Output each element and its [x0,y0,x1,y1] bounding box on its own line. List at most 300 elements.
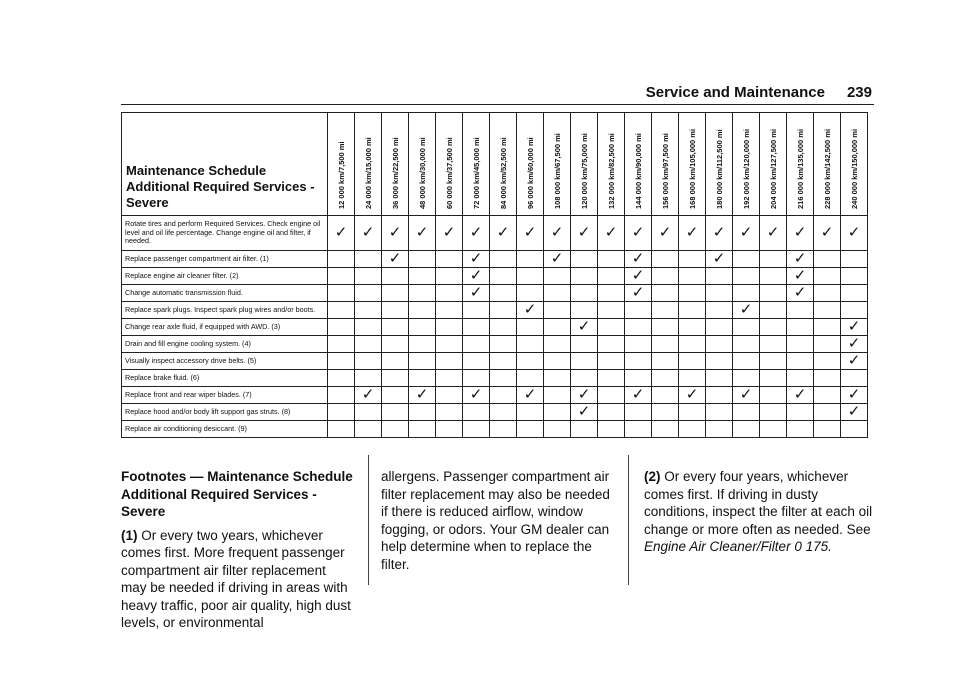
empty-cell [787,336,814,353]
empty-cell [760,251,787,268]
interval-header [679,113,706,216]
empty-cell [598,268,625,285]
check-mark: ✓ [679,387,706,404]
check-mark: ✓ [571,216,598,251]
interval-header [706,113,733,216]
interval-label: 36 000 km/22,500 mi [391,137,400,209]
empty-cell [517,370,544,387]
empty-cell [517,421,544,438]
empty-cell [328,319,355,336]
empty-cell [517,285,544,302]
interval-header [625,113,652,216]
empty-cell [814,251,841,268]
empty-cell [436,370,463,387]
empty-cell [652,302,679,319]
interval-label: 96 000 km/60,000 mi [526,137,535,209]
check-mark: ✓ [463,268,490,285]
empty-cell [571,421,598,438]
check-mark: ✓ [517,387,544,404]
interval-label: 180 000 km/112,500 mi [715,129,724,209]
check-mark: ✓ [625,216,652,251]
empty-cell [625,336,652,353]
check-mark: ✓ [409,216,436,251]
empty-cell [733,404,760,421]
empty-cell [625,370,652,387]
check-mark: ✓ [517,216,544,251]
empty-cell [733,268,760,285]
page-reference[interactable]: 0 175. [794,539,832,554]
check-mark: ✓ [382,216,409,251]
interval-header [382,113,409,216]
empty-cell [652,370,679,387]
empty-cell [706,421,733,438]
empty-cell [490,387,517,404]
page-number: 239 [846,84,872,101]
empty-cell [706,404,733,421]
empty-cell [733,421,760,438]
check-mark: ✓ [544,251,571,268]
check-mark: ✓ [841,336,868,353]
empty-cell [706,319,733,336]
check-mark: ✓ [787,285,814,302]
empty-cell [490,336,517,353]
empty-cell [733,370,760,387]
table-row [122,353,868,370]
empty-cell [409,319,436,336]
empty-cell [463,404,490,421]
check-mark: ✓ [382,251,409,268]
check-mark: ✓ [706,216,733,251]
interval-label: 204 000 km/127,500 mi [769,128,778,209]
empty-cell [679,370,706,387]
check-mark: ✓ [841,387,868,404]
empty-cell [598,285,625,302]
empty-cell [598,353,625,370]
empty-cell [409,302,436,319]
interval-label: 240 000 km/150,000 mi [850,128,859,209]
footnote-number: (1) [121,527,138,543]
empty-cell [544,387,571,404]
empty-cell [733,353,760,370]
empty-cell [706,336,733,353]
empty-cell [409,404,436,421]
check-mark: ✓ [679,216,706,251]
check-mark: ✓ [463,285,490,302]
empty-cell [598,421,625,438]
empty-cell [571,353,598,370]
interval-label: 120 000 km/75,000 mi [580,133,589,209]
interval-label: 156 000 km/97,500 mi [661,133,670,209]
check-mark: ✓ [787,268,814,285]
empty-cell [463,319,490,336]
interval-label: 168 000 km/105,000 mi [688,128,697,209]
interval-label: 24 000 km/15,000 mi [364,137,373,209]
check-mark: ✓ [355,387,382,404]
empty-cell [733,336,760,353]
empty-cell [814,353,841,370]
empty-cell [490,353,517,370]
empty-cell [355,336,382,353]
service-description: Visually inspect accessory drive belts. (5) [122,353,328,370]
interval-header [598,113,625,216]
empty-cell [517,268,544,285]
interval-label: 192 000 km/120,000 mi [742,128,751,209]
empty-cell [706,268,733,285]
empty-cell [679,319,706,336]
empty-cell [436,421,463,438]
empty-cell [787,370,814,387]
check-mark: ✓ [841,404,868,421]
empty-cell [814,336,841,353]
interval-label: 132 000 km/82,500 mi [607,133,616,209]
table-row [122,404,868,421]
footnote-text: Or every two years, whichever comes first. More frequent passenger compartment air filter replacement may be needed if driving in areas with heavy traffic, poor air quality, high dust levels, or environmental [121,527,351,630]
empty-cell [841,421,868,438]
empty-cell [841,285,868,302]
check-mark: ✓ [328,216,355,251]
empty-cell [787,353,814,370]
service-description: Replace spark plugs. Inspect spark plug wires and/or boots. [122,302,328,319]
check-mark: ✓ [760,216,787,251]
empty-cell [760,421,787,438]
empty-cell [679,421,706,438]
empty-cell [382,302,409,319]
empty-cell [706,370,733,387]
interval-header [787,113,814,216]
interval-header [490,113,517,216]
table-body [122,216,868,438]
empty-cell [652,421,679,438]
empty-cell [814,302,841,319]
footnotes-column-2 [381,468,614,573]
empty-cell [328,370,355,387]
empty-cell [517,404,544,421]
check-mark: ✓ [706,251,733,268]
empty-cell [814,268,841,285]
check-mark: ✓ [733,216,760,251]
footnotes-column-3 [644,468,874,556]
empty-cell [544,370,571,387]
empty-cell [382,319,409,336]
interval-header [328,113,355,216]
service-description: Change automatic transmission fluid. [122,285,328,302]
empty-cell [517,336,544,353]
empty-cell [760,370,787,387]
empty-cell [382,268,409,285]
interval-header [463,113,490,216]
empty-cell [328,268,355,285]
empty-cell [652,285,679,302]
empty-cell [571,268,598,285]
table-row [122,336,868,353]
empty-cell [652,319,679,336]
table-row [122,319,868,336]
empty-cell [625,404,652,421]
check-mark: ✓ [733,387,760,404]
empty-cell [463,302,490,319]
footnotes-column-1 [121,468,353,632]
empty-cell [517,319,544,336]
footnote-1 [121,527,353,632]
empty-cell [760,387,787,404]
service-description: Change rear axle fluid, if equipped with AWD. (3) [122,319,328,336]
service-description: Replace air conditioning desiccant. (9) [122,421,328,438]
empty-cell [517,251,544,268]
empty-cell [409,353,436,370]
empty-cell [760,285,787,302]
check-mark: ✓ [841,353,868,370]
empty-cell [787,302,814,319]
empty-cell [841,302,868,319]
empty-cell [328,302,355,319]
empty-cell [598,387,625,404]
empty-cell [409,268,436,285]
table-row [122,251,868,268]
empty-cell [409,421,436,438]
empty-cell [490,251,517,268]
empty-cell [760,319,787,336]
header-rule [121,104,874,105]
check-mark: ✓ [490,216,517,251]
interval-header [544,113,571,216]
empty-cell [598,251,625,268]
maintenance-schedule-table [121,112,868,438]
table-row [122,285,868,302]
empty-cell [355,319,382,336]
interval-label: 60 000 km/37,500 mi [445,137,454,209]
empty-cell [679,302,706,319]
empty-cell [463,421,490,438]
empty-cell [328,285,355,302]
empty-cell [814,404,841,421]
empty-cell [760,268,787,285]
empty-cell [355,251,382,268]
footnote-2 [644,468,874,556]
check-mark: ✓ [652,216,679,251]
empty-cell [409,251,436,268]
empty-cell [355,285,382,302]
service-description: Rotate tires and perform Required Services. Check engine oil level and oil life percentage. Change engine oil and filter, if needed. [122,216,328,251]
interval-header [760,113,787,216]
empty-cell [463,353,490,370]
section-title: Service and Maintenance [645,84,825,101]
empty-cell [436,353,463,370]
service-description: Replace front and rear wiper blades. (7) [122,387,328,404]
empty-cell [328,251,355,268]
empty-cell [706,387,733,404]
empty-cell [463,370,490,387]
empty-cell [436,268,463,285]
empty-cell [706,353,733,370]
empty-cell [571,251,598,268]
empty-cell [598,302,625,319]
empty-cell [679,404,706,421]
empty-cell [382,387,409,404]
empty-cell [841,251,868,268]
check-mark: ✓ [814,216,841,251]
interval-header [841,113,868,216]
check-mark: ✓ [598,216,625,251]
empty-cell [841,370,868,387]
empty-cell [436,285,463,302]
empty-cell [490,268,517,285]
empty-cell [382,336,409,353]
empty-cell [490,421,517,438]
empty-cell [490,302,517,319]
empty-cell [328,387,355,404]
empty-cell [382,370,409,387]
empty-cell [463,336,490,353]
service-description: Replace hood and/or body lift support gas struts. (8) [122,404,328,421]
check-mark: ✓ [463,387,490,404]
empty-cell [787,421,814,438]
check-mark: ✓ [787,387,814,404]
empty-cell [625,353,652,370]
empty-cell [679,353,706,370]
cross-reference-link[interactable]: Engine Air Cleaner/Filter [644,539,791,554]
empty-cell [571,285,598,302]
empty-cell [436,387,463,404]
interval-label: 216 000 km/135,000 mi [796,128,805,209]
column-divider [368,455,369,585]
empty-cell [490,370,517,387]
check-mark: ✓ [409,387,436,404]
empty-cell [436,319,463,336]
empty-cell [355,268,382,285]
service-description: Replace engine air cleaner filter. (2) [122,268,328,285]
check-mark: ✓ [517,302,544,319]
interval-header [355,113,382,216]
check-mark: ✓ [571,404,598,421]
empty-cell [571,302,598,319]
empty-cell [598,404,625,421]
empty-cell [544,285,571,302]
table-row [122,302,868,319]
empty-cell [409,370,436,387]
empty-cell [679,268,706,285]
interval-label: 108 000 km/67,500 mi [553,133,562,209]
empty-cell [598,336,625,353]
check-mark: ✓ [841,319,868,336]
empty-cell [436,251,463,268]
empty-cell [787,319,814,336]
empty-cell [652,268,679,285]
empty-cell [652,353,679,370]
check-mark: ✓ [787,216,814,251]
empty-cell [328,336,355,353]
interval-label: 228 000 km/142,500 mi [823,128,832,209]
check-mark: ✓ [463,251,490,268]
empty-cell [625,319,652,336]
empty-cell [760,353,787,370]
empty-cell [679,251,706,268]
empty-cell [517,353,544,370]
empty-cell [652,336,679,353]
table-row [122,268,868,285]
interval-label: 72 000 km/45,000 mi [472,137,481,209]
interval-header [733,113,760,216]
table-row [122,387,868,404]
empty-cell [490,404,517,421]
empty-cell [382,404,409,421]
interval-label: 48 000 km/30,000 mi [418,137,427,209]
empty-cell [814,370,841,387]
check-mark: ✓ [625,251,652,268]
interval-header [436,113,463,216]
empty-cell [787,404,814,421]
empty-cell [328,353,355,370]
empty-cell [679,285,706,302]
interval-header [652,113,679,216]
column-divider [628,455,629,585]
table-row [122,421,868,438]
check-mark: ✓ [355,216,382,251]
empty-cell [544,319,571,336]
empty-cell [571,336,598,353]
service-description: Replace passenger compartment air filter. (1) [122,251,328,268]
empty-cell [760,404,787,421]
empty-cell [706,302,733,319]
empty-cell [544,302,571,319]
interval-header [409,113,436,216]
empty-cell [598,370,625,387]
empty-cell [490,285,517,302]
empty-cell [733,285,760,302]
table-row [122,216,868,251]
check-mark: ✓ [733,302,760,319]
empty-cell [436,336,463,353]
interval-header [517,113,544,216]
empty-cell [760,336,787,353]
check-mark: ✓ [625,268,652,285]
interval-label: 12 000 km/7,500 mi [337,141,346,209]
empty-cell [733,319,760,336]
empty-cell [355,353,382,370]
empty-cell [355,370,382,387]
footnotes-title: Footnotes — Maintenance Schedule Additional Required Services - Severe [121,469,353,519]
empty-cell [544,353,571,370]
empty-cell [841,268,868,285]
service-description: Drain and fill engine cooling system. (4) [122,336,328,353]
empty-cell [544,404,571,421]
footnote-text: Or every four years, whichever comes first. If driving in dusty conditions, inspect the filter at each oil change or more often as needed. See [644,469,873,537]
interval-label: 144 000 km/90,000 mi [634,133,643,209]
check-mark: ✓ [625,285,652,302]
empty-cell [706,285,733,302]
check-mark: ✓ [841,216,868,251]
check-mark: ✓ [571,387,598,404]
check-mark: ✓ [625,387,652,404]
empty-cell [382,353,409,370]
empty-cell [814,421,841,438]
interval-label: 84 000 km/52,500 mi [499,137,508,209]
empty-cell [652,387,679,404]
empty-cell [571,370,598,387]
empty-cell [598,319,625,336]
table-row [122,370,868,387]
empty-cell [814,319,841,336]
interval-header [814,113,841,216]
empty-cell [625,421,652,438]
empty-cell [814,285,841,302]
empty-cell [814,387,841,404]
check-mark: ✓ [436,216,463,251]
footnote-1-continued: allergens. Passenger compartment air filter replacement may also be needed if there is reduced airflow, window fogging, or odors. Your GM dealer can help determine when to replace the filter. [381,469,610,572]
empty-cell [733,251,760,268]
empty-cell [436,302,463,319]
service-description: Replace brake fluid. (6) [122,370,328,387]
empty-cell [679,336,706,353]
